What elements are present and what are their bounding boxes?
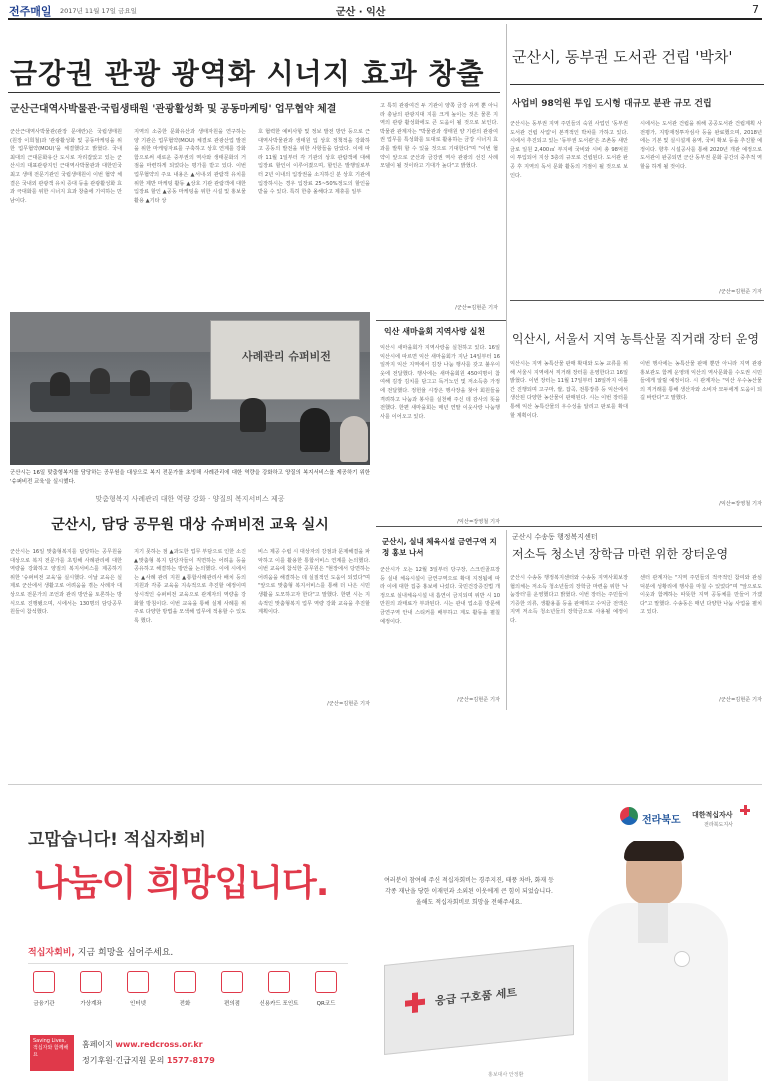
payment-method-icon <box>268 971 290 993</box>
homepage-line <box>82 1039 203 1050</box>
relief-box <box>384 945 574 1055</box>
cta-brand: 적십자회비, <box>28 948 75 958</box>
super-col-2: 지기 못하는 점 ▲과도한 업무 부담으로 인한 소진 ▲맞춤형 복지 담당자들이 직면하는 어려움 등을 공유하고 해결하는 방안을 논의했다. 이에 시에서는 ▲사례 관리 지원 ▲통합사례관리사 배치 등의 지원과 각종 교육을 지속적으로 추진할 예정이며 상시적인 슈퍼비전 교육으로 관계자의 역량을 강화할 방침이다. 이번 교육을 통해 실제 사례를 위주로 다양한 방법을 모색해 업무에 적용할 수 있도록 했다. <box>134 549 246 624</box>
box-cross-icon <box>405 992 425 1014</box>
issue-date: 2017년 11월 17일 금요일 <box>60 7 137 15</box>
ambassador-caption: 홍보대사 안정환 <box>488 1072 524 1078</box>
payment-method-label: 금융기관 <box>33 1001 55 1007</box>
payment-method-icon <box>127 971 149 993</box>
super-byline: /군산=김현준 기자 <box>327 701 370 707</box>
scholar-kicker: 군산시 수송동 행정복지센터 <box>512 533 598 541</box>
right-col-2: 시에서는 도서관 건립을 위해 공공도서관 건립계획 사전평가, 지방재정투자심사 등을 완료했으며, 2018년에는 기본 및 실시설계 용역, 국비 확보 등을 추진할 예정이다. 향후 시설공사를 통해 2020년 개관 예정으로 도서관이 완공되면 군산 동부권 문화 공간의 중추적 역할을 하게 될 것이다. <box>640 121 762 170</box>
scholar-col-2: 센터 관계자는 "지역 주민들의 적극적인 참여와 관심 덕분에 성황리에 행사를 마칠 수 있었다"며 "앞으로도 이웃과 함께하는 따뜻한 지역 공동체를 만들어 가겠다"고 말했다. 수송동은 매년 다양한 나눔 사업을 펼치고 있다. <box>640 575 762 616</box>
payment-method-icon <box>315 971 337 993</box>
ik2-byline: /익산=장영철 기자 <box>719 501 762 507</box>
news-photo <box>10 312 370 465</box>
payment-method-label: 전화 <box>179 1001 191 1007</box>
main-col-2: 지역의 소중한 문화유산과 생태자원을 연구하는 양 기관은 업무협약(MOU) 체결로 관광산업 발전을 위한 마케팅자료를 구축하고 상호 연계를 강화함으로써 새로운 중부권의 역사와 생태문화의 거점을 마련하게 되었다는 평가를 받고 있다. 이번 업무협약의 주요 내용은 ▲서내·외 관람객 유치를 위한 제반 마케팅 활동 ▲상호 기관 관람객에 대한 입장료 할인 ▲공동 마케팅을 위한 시설 및 홍보물 활용 ▲기타 상 <box>134 129 246 204</box>
slogan-1: 고맙습니다! 적십자회비 <box>28 830 206 850</box>
right-byline: /군산=김현준 기자 <box>719 289 762 295</box>
homepage-link[interactable]: www.redcross.or.kr <box>115 1040 203 1049</box>
section-title: 군산 · 익산 <box>336 7 386 18</box>
payment-method-label: 신용카드 포인트 <box>259 1001 299 1007</box>
main-col-1: 군산근대역사박물관(관장 문애란)은 국립생태원(원장 이희철)과 '관광활성화 및 공동마케팅을 위한 업무협약(MOU)'을 체결했다고 밝혔다. 국내 최대의 근대문화유산 도시로 자리잡았고 있는 군산시의 대표관광지인 근대역사박물관과 대한민국 최고 생태 전문기관인 국립생태원이 이번 협약 체결은 국내외 관광객 유치 증대 등을 관광활성화 효과 극대화를 위한 시너지 효과 창출에 기여하는 만남이다. <box>10 129 122 204</box>
ik2-col-2: 이번 행사에는 농특산물 판매 뿐만 아니라 지역 관광 홍보관도 함께 운영돼 익산의 역사문화를 수도권 시민들에게 알릴 예정이다. 시 관계자는 "익산 우수농산물의 직거래를 통해 생산자와 소비자 모두에게 도움이 되길 바란다"고 말했다. <box>640 361 762 402</box>
super-col-3: 비스 제공 수립 시 대상자의 강점과 문제해결을 파악하고 이를 활용한 통합서비스 연계를 논의했다. 이번 교육에 참석한 공무원은 "현장에서 당면하는 어려움을 해결하는 데 실질적인 도움이 되었다"며 "앞으로 맞춤형 복지서비스를 통해 더 나은 시민생활을 도모하고자 한다"고 말했다. 한편 시는 지속적인 맞춤형복지 업무 역량 강화 교육을 추진할 계획이다. <box>258 549 370 616</box>
badge-text: Saving Lives, 적십자와 함께해요 <box>33 1038 69 1058</box>
ik2-headline: 익산시, 서울서 지역 농특산물 직거래 장터 운영 <box>512 332 759 346</box>
ik2-col-1: 익산시는 지역 농특산물 판매 확대와 도농 교류를 위해 서울시 지역에서 직거래 장터를 운영한다고 16일 밝혔다. 이번 장터는 11월 17일부터 18일까지 이틀간 진행되며 고구마, 쌀, 잡곡, 전통장류 등 익산에서 생산된 다양한 농산물이 판매된다. 시는 이번 장터를 통해 익산 농특산물의 우수성을 알리고 판로를 확대할 계획이다. <box>510 361 628 419</box>
ik1-body: 익산시 새마을회가 지역사랑을 실천하고 있다. 16일 익산시에 따르면 익산 새마을회가 지난 14일부터 16일까지 익산 지역에서 김장 나눔 행사를 갖고 불우이웃에 전달했다. 행사에는 새마을회원 450여명이 참여해 김장 김치를 담그고 독거노인 및 저소득층 가정에 전달했다. 정헌율 시장은 행사장을 찾아 회원들을 격려하고 나눔과 봉사를 실천해 주신 데 감사의 뜻을 전했다. 한편 새마을회는 매년 연말 이웃사랑 나눔행사를 이어오고 있다. <box>380 345 500 420</box>
scholar-headline: 저소득 청소년 장학금 마련 위한 장터운영 <box>512 547 729 561</box>
right-col-1: 군산시는 동부권 지역 주민들의 숙원 사업인 '동부권 도서관 건립 사업'이 본격적인 박차를 가하고 있다. 시에서 추진되고 있는 '동부권 도서관'은 조촌동 새만금로 일원 2,400㎡ 부지에 국비와 시비 총 98억원이 투입되어 지상 3층의 규모로 건립된다. 도서관 완공 후 지역의 독서 문화 활동의 거점이 될 것으로 보인다. <box>510 121 628 179</box>
photo-placard: 사례관리 슈퍼비전 <box>242 350 331 363</box>
ambassador-photo <box>564 841 754 1081</box>
right-subhead: 사업비 98억원 투입 도시형 대규모 분관 규모 건립 <box>512 99 712 109</box>
gs-body: 군산시가 오는 12월 3일부터 당구장, 스크린골프장 등 실내 체육시설이 금연구역으로 확대 지정됨에 따라 이에 대한 집중 홍보에 나섰다. 국민건강증진법 개정으로 실내체육시설 내 흡연이 금지되며 위반 시 10만원의 과태료가 부과된다. 시는 관내 업소를 방문해 금연구역 안내 스티커를 배부하고 계도 활동을 펼칠 예정이다. <box>380 567 500 625</box>
main-headline: 금강권 관광 광역화 시너지 효과 창출 <box>10 57 485 90</box>
homepage-label: 홈페이지 <box>82 1040 113 1049</box>
saving-lives-badge <box>30 1035 74 1071</box>
box-label: 응급 구호품 세트 <box>435 986 518 1008</box>
gs-byline: /군산=김현준 기자 <box>457 697 500 703</box>
cta-rest: 지금 희망을 심어주세요. <box>77 948 174 958</box>
photo-caption: 군산시는 16일 맞춤형복지를 담당하는 공무원을 대상으로 복지 전문가를 초빙해 사례관리에 대한 역량을 강화하고 양질의 복지서비스를 제공하기 위한 '슈퍼비전 교육'을 실시했다. <box>10 470 370 485</box>
ad-message: 여러분이 참여해 주신 적십자회비는 경주지진, 태풍 차바, 화재 등 각종 재난을 당한 이재민과 소외된 이웃에게 큰 힘이 되었습니다. 올해도 적십자회비로 희망을 전해주세요. <box>384 877 554 906</box>
jeonbuk-logo-icon <box>620 807 638 825</box>
page-number: 7 <box>752 3 759 16</box>
payment-method-label: 가상계좌 <box>80 1001 102 1007</box>
scholar-col-1: 군산시 수송동 행정복지센터와 수송동 지역사회보장협의체는 저소득 청소년들의 장학금 마련을 위한 '나눔장터'를 운영했다고 밝혔다. 이번 장터는 주민들이 기증한 의류, 생활용품 등을 판매하고 수익금 전액은 지역 저소득 청소년들의 장학금으로 사용될 예정이다. <box>510 575 628 624</box>
ad-frame <box>8 784 762 1084</box>
payment-method-label: QR코드 <box>316 1001 336 1007</box>
payment-methods <box>22 971 352 1021</box>
payment-method-label: 편의점 <box>224 1001 240 1007</box>
payment-method-icon <box>174 971 196 993</box>
super-kicker: 맞춤형복지 사례관리 대한 역량 강화 · 양질의 복지서비스 제공 <box>95 495 285 503</box>
red-cross-icon <box>740 805 750 815</box>
main-byline: /군산=김현준 기자 <box>455 305 498 311</box>
phone-line <box>82 1055 215 1066</box>
main-col-3: 호 협력한 예비사항 및 정보 발전 방안 등으로 근대역사박물관과 생태원 입 상호 정책적을 강화하고 공동의 발전을 위한 사항들을 담았다. 이에 따라 11월 1일부터 각 기관의 상호 관람객에 대해 입장료 할인이 이루어졌으며, 할인은 발행일로부터 2년 이내의 입장권을 소지하신 분 상호 기관에 입장하시는 경우 입장료 25~50%정도의 할인을 받을 수 있다. 특히 한층 올해다고 제휴를 일부 <box>258 129 370 196</box>
payment-method-icon <box>221 971 243 993</box>
masthead: 전주매일 <box>9 5 52 18</box>
org-sub: 대한적십자사 <box>692 811 733 819</box>
org-sub2: 전라북도지사 <box>704 822 733 828</box>
payment-method-icon <box>80 971 102 993</box>
right-headline: 군산시, 동부권 도서관 건립 '박차' <box>512 48 733 66</box>
org-name: 전라북도 <box>642 815 681 826</box>
phone-label: 정기후원·긴급지원 문의 <box>82 1056 165 1065</box>
slogan-2: 나눔이 희망입니다. <box>34 863 329 904</box>
phone-number[interactable]: 1577-8179 <box>166 1056 215 1065</box>
main-subhead: 군산근대역사박물관·국립생태원 '관광활성화 및 공동마케팅' 업무협약 체결 <box>10 104 337 115</box>
ad-cta <box>28 945 173 958</box>
ik1-byline: /익산=장영철 기자 <box>457 519 500 525</box>
payment-method-label: 인터넷 <box>130 1001 146 1007</box>
gs-headline: 군산시, 실내 체육시설 금연구역 지정 홍보 나서 <box>382 537 497 557</box>
super-col-1: 군산시는 16일 맞춤형복지를 담당하는 공무원을 대상으로 복지 전문가를 초빙해 사례관리에 대한 역량을 강화하고 양질의 복지서비스를 제공하기 위한 '슈퍼비전 교육'을 실시했다. 이날 교육은 실제로 군산에서 생활고로 어려움을 겪는 사례자 대상으로 전문가의 조언과 관리 방안을 토론하는 방식으로 진행됐으며, 시에서는 130명의 담당공무원들이 참석했다. <box>10 549 122 616</box>
main-col-4: 고 특히 관광여건 두 기관이 양쪽 금강 유역 뿐 아니라 충남의 관광지대 지를 크게 높이는 것은 물론 지역의 관광 활성화에도 큰 도움이 될 것으로 보인다. 박물관 관계자는 "박물관과 생태원 양 기관의 관광여권 업무를 특성화를 토대로 활용하는 금강 시너지 효과를 발휘 할 수 있을 것으로 기대한다"며 "이번 협약이 앞으로 군산과 금강권 역사 관광의 선진 사례 모델이 될 것이라고 기대가 높다"고 밝혔다. <box>380 103 498 170</box>
super-headline: 군산시, 담당 공무원 대상 슈퍼비전 교육 실시 <box>51 517 329 533</box>
payment-method-icon <box>33 971 55 993</box>
ik1-headline: 익산 새마을회 지역사랑 실천 <box>384 327 486 336</box>
scholar-byline: /군산=김현준 기자 <box>719 697 762 703</box>
